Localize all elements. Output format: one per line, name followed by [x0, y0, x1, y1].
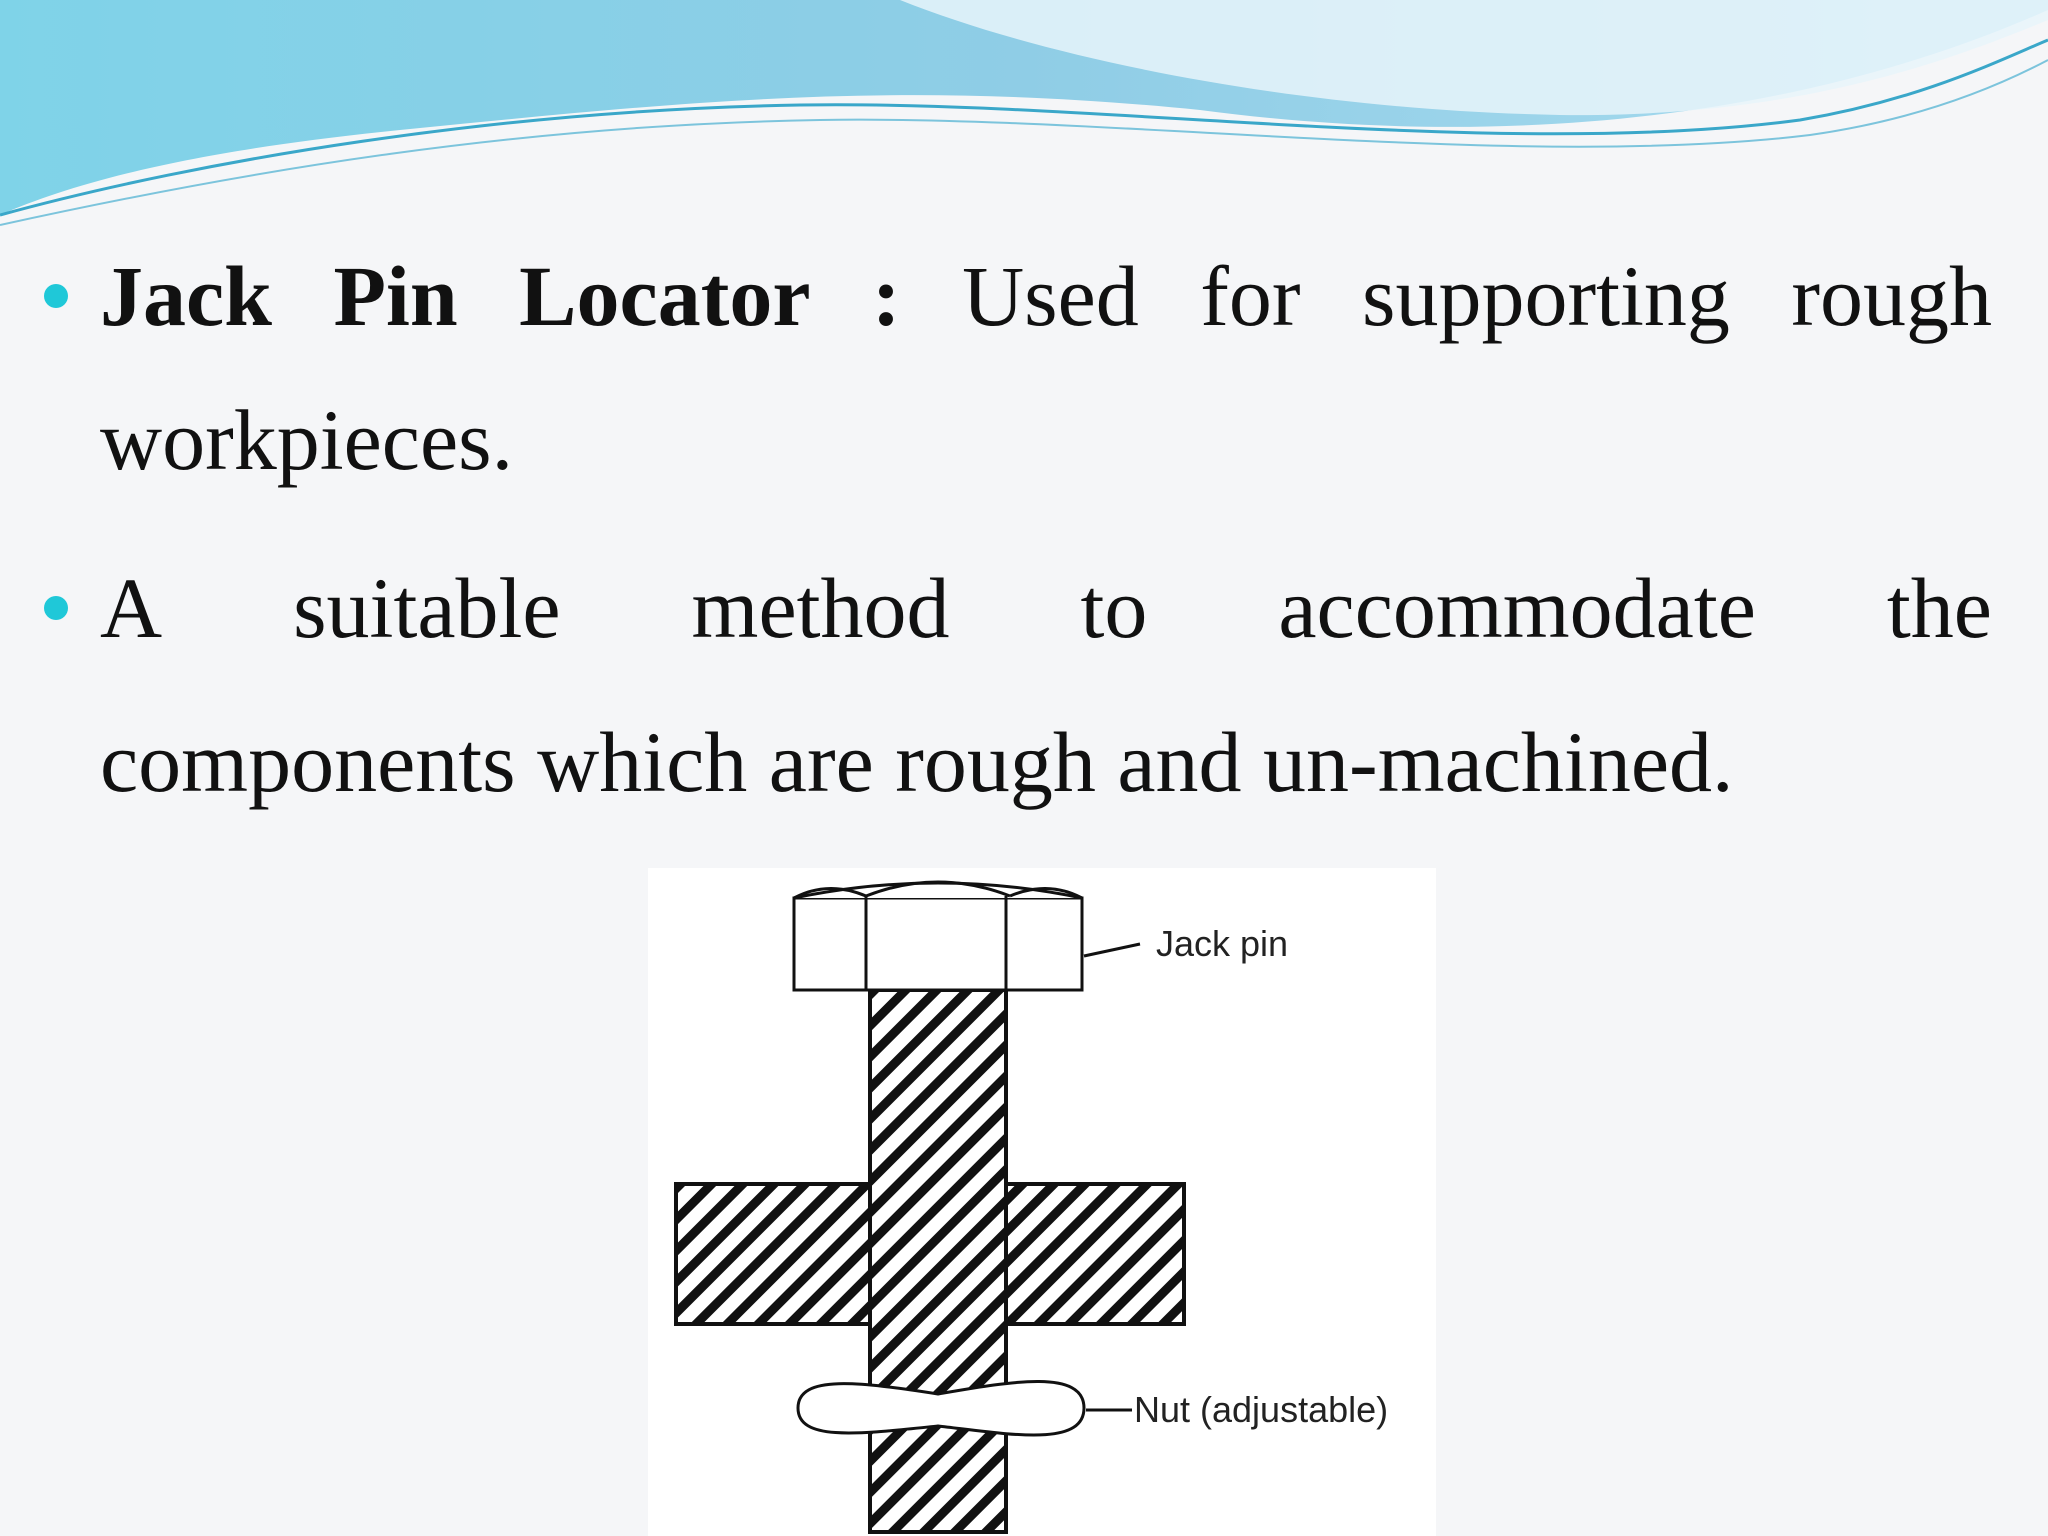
bullet-2-word: to — [1080, 560, 1148, 656]
bullet-1-word: Locator — [519, 248, 811, 344]
bullet-2-word: accommodate — [1278, 560, 1756, 656]
bullet-1-word: Jack — [100, 248, 272, 344]
bullet-1-word: Pin — [333, 248, 458, 344]
jack-pin-leader — [1084, 944, 1140, 956]
workpiece-right — [1004, 1184, 1184, 1324]
header-wave-decoration — [0, 0, 2048, 240]
bullet-1-word: for — [1200, 248, 1301, 344]
jack-pin-head — [794, 882, 1082, 990]
bullet-2-word: A — [100, 560, 163, 656]
bullet-1-word: Used — [962, 248, 1139, 344]
bullet-2-line-2: components which are rough and un-machined. — [100, 714, 1734, 810]
bullet-1-line-1 — [100, 246, 1992, 346]
bullet-2-word: the — [1886, 560, 1992, 656]
bullet-1-word: supporting — [1362, 248, 1730, 344]
bullet-2-word: method — [691, 560, 950, 656]
bullet-2-line-1 — [100, 558, 1992, 658]
bullet-1-word: : — [871, 248, 901, 344]
jack-pin-diagram — [648, 868, 1436, 1536]
workpiece-left — [676, 1184, 872, 1324]
bullet-1-line-2: workpieces. — [100, 392, 514, 488]
jack-pin-svg — [648, 868, 1436, 1536]
bullet-2-word: suitable — [293, 560, 561, 656]
pin-shank-lower — [870, 1424, 1006, 1532]
bullet-dot-1 — [44, 284, 68, 308]
bullet-dot-2 — [44, 596, 68, 620]
nut-label: Nut (adjustable) — [1134, 1389, 1389, 1430]
bullet-1-word: rough — [1791, 248, 1992, 344]
jack-pin-label: Jack pin — [1156, 923, 1289, 964]
pin-shank-upper — [870, 990, 1006, 1394]
